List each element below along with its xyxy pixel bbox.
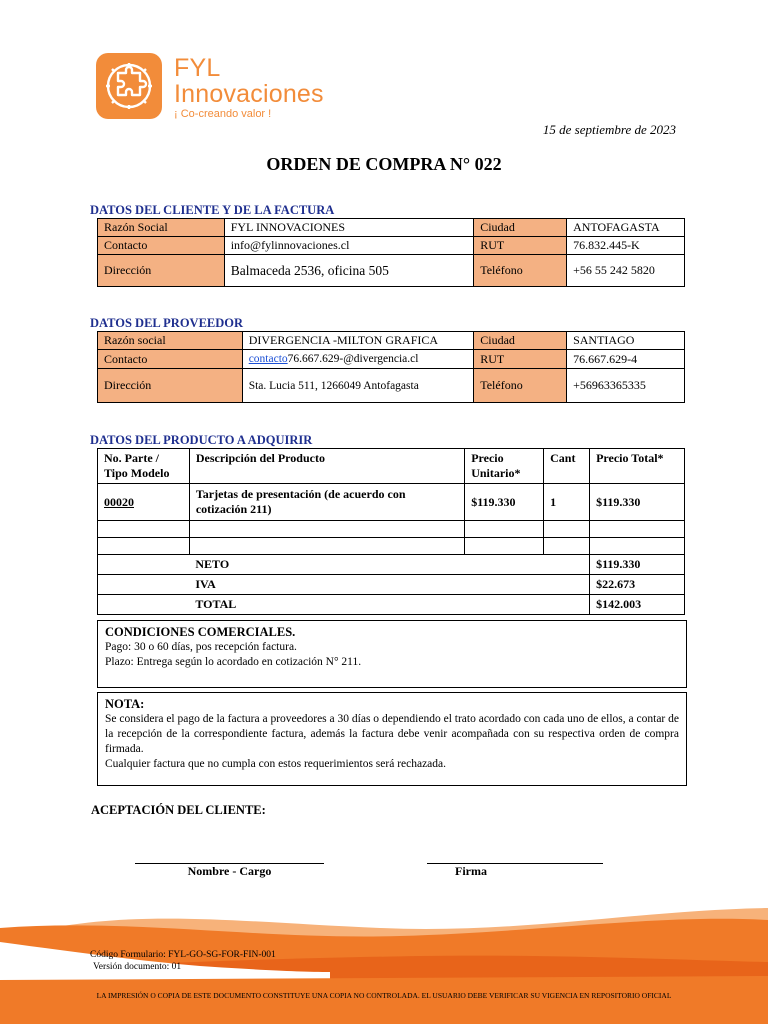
- cliente-ciudad-label: Ciudad: [474, 219, 567, 237]
- condiciones-box: [97, 620, 687, 688]
- column-header-descripcion: Descripción del Producto: [189, 449, 464, 484]
- total-row: [98, 595, 685, 615]
- document-date: 15 de septiembre de 2023: [542, 122, 676, 137]
- table-row: [98, 219, 685, 237]
- proveedor-rut-label: RUT: [474, 350, 567, 369]
- neto-row: [98, 555, 685, 575]
- aceptacion-title: ACEPTACIÓN DEL CLIENTE:: [91, 803, 266, 817]
- table-row: [98, 369, 685, 403]
- cliente-direccion-label: Dirección: [98, 255, 225, 287]
- cliente-telefono-label: Teléfono: [474, 255, 567, 287]
- column-header-precio-unitario: Precio Unitario*: [465, 449, 544, 484]
- brand-name: [174, 55, 324, 107]
- condiciones-pago: Pago: 30 o 60 días, pos recepción factura.: [105, 641, 297, 653]
- item-cant: 1: [544, 484, 590, 521]
- brand-tagline: ¡ Co-creando valor !: [174, 108, 272, 120]
- nota-text: Se considera el pago de la factura a proveedores a 30 días o dependiendo el trato acordado con cada uno de ellos, a contar de la recepción de la correspondiente factura, además la factura debe venir acompañada con su respectiva orden de compra firmada.: [105, 713, 679, 755]
- section-title-producto: DATOS DEL PRODUCTO A ADQUIRIR: [90, 433, 313, 447]
- table-row-empty: [98, 521, 685, 538]
- table-row: [98, 484, 685, 521]
- proveedor-ciudad-label: Ciudad: [474, 332, 567, 350]
- firma-label: Firma: [455, 864, 487, 878]
- proveedor-contacto-email: 76.667.629-@divergencia.cl: [287, 353, 419, 365]
- nombre-cargo-label: Nombre - Cargo: [187, 864, 272, 878]
- neto-value: $119.330: [590, 555, 685, 575]
- nota-box: [97, 692, 687, 786]
- table-row: [98, 237, 685, 255]
- item-precio-total: $119.330: [590, 484, 685, 521]
- column-header-cant: Cant: [544, 449, 590, 484]
- proveedor-telefono-value: +56963365335: [567, 369, 685, 403]
- proveedor-razon-social-label: Razón social: [98, 332, 243, 350]
- proveedor-table: [97, 331, 685, 403]
- iva-value: $22.673: [590, 575, 685, 595]
- cliente-telefono-value: +56 55 242 5820: [567, 255, 685, 287]
- cliente-rut-value: 76.832.445-K: [567, 237, 685, 255]
- total-value: $142.003: [590, 595, 685, 615]
- page-title: ORDEN DE COMPRA N° 022: [266, 154, 502, 174]
- footer-disclaimer: LA IMPRESIÓN O COPIA DE ESTE DOCUMENTO CONSTITUYE UNA COPIA NO CONTROLADA. EL USUARIO DEBE VERIFICAR SU VIGENCIA EN REPOSITORIO OFICIAL: [96, 991, 672, 1000]
- proveedor-razon-social-value: DIVERGENCIA -MILTON GRAFICA: [242, 332, 474, 350]
- column-header-precio-total: Precio Total*: [590, 449, 685, 484]
- footer-codigo: [90, 949, 276, 973]
- item-precio-unitario: $119.330: [465, 484, 544, 521]
- total-label: TOTAL: [189, 595, 589, 615]
- table-row: [98, 255, 685, 287]
- table-header-row: [98, 449, 685, 484]
- condiciones-title: CONDICIONES COMERCIALES.: [105, 625, 296, 639]
- cliente-table: [97, 218, 685, 287]
- neto-label: NETO: [189, 555, 589, 575]
- proveedor-rut-value: 76.667.629-4: [567, 350, 685, 369]
- item-descripcion: Tarjetas de presentación (de acuerdo con cotización 211): [189, 484, 464, 521]
- cliente-contacto-value: info@fylinnovaciones.cl: [224, 237, 474, 255]
- puzzle-gear-icon: [96, 53, 162, 119]
- proveedor-telefono-label: Teléfono: [474, 369, 567, 403]
- brand-name-line1: FYL: [174, 54, 221, 82]
- table-row: [98, 332, 685, 350]
- table-row-empty: [98, 538, 685, 555]
- footer-codigo-formulario: Código Formulario: FYL-GO-SG-FOR-FIN-001: [90, 950, 276, 960]
- cliente-razon-social-value: FYL INNOVACIONES: [224, 219, 474, 237]
- nota-text-rechazo: Cualquier factura que no cumpla con estos requerimientos será rechazada.: [105, 758, 447, 770]
- table-row: [98, 350, 685, 369]
- proveedor-ciudad-value: SANTIAGO: [567, 332, 685, 350]
- footer-version: Versión documento: 01: [93, 962, 182, 972]
- company-logo: [96, 53, 162, 119]
- producto-table: [97, 448, 685, 615]
- cliente-contacto-label: Contacto: [98, 237, 225, 255]
- cliente-direccion-value: Balmaceda 2536, oficina 505: [224, 255, 474, 287]
- proveedor-direccion-value: Sta. Lucia 511, 1266049 Antofagasta: [242, 369, 474, 403]
- condiciones-plazo: Plazo: Entrega según lo acordado en cotización N° 211.: [105, 656, 362, 668]
- iva-label: IVA: [189, 575, 589, 595]
- cliente-razon-social-label: Razón Social: [98, 219, 225, 237]
- proveedor-contacto-label: Contacto: [98, 350, 243, 369]
- section-title-proveedor: DATOS DEL PROVEEDOR: [90, 316, 244, 330]
- nota-title: NOTA:: [105, 697, 145, 711]
- brand-name-line2: Innovaciones: [174, 80, 324, 108]
- item-parte: 00020: [98, 484, 190, 521]
- column-header-parte: No. Parte / Tipo Modelo: [98, 449, 190, 484]
- proveedor-contacto-link[interactable]: contacto: [248, 353, 288, 365]
- section-title-cliente: DATOS DEL CLIENTE Y DE LA FACTURA: [90, 203, 335, 217]
- cliente-rut-label: RUT: [474, 237, 567, 255]
- cliente-ciudad-value: ANTOFAGASTA: [567, 219, 685, 237]
- proveedor-contacto-value: [242, 350, 474, 369]
- iva-row: [98, 575, 685, 595]
- proveedor-direccion-label: Dirección: [98, 369, 243, 403]
